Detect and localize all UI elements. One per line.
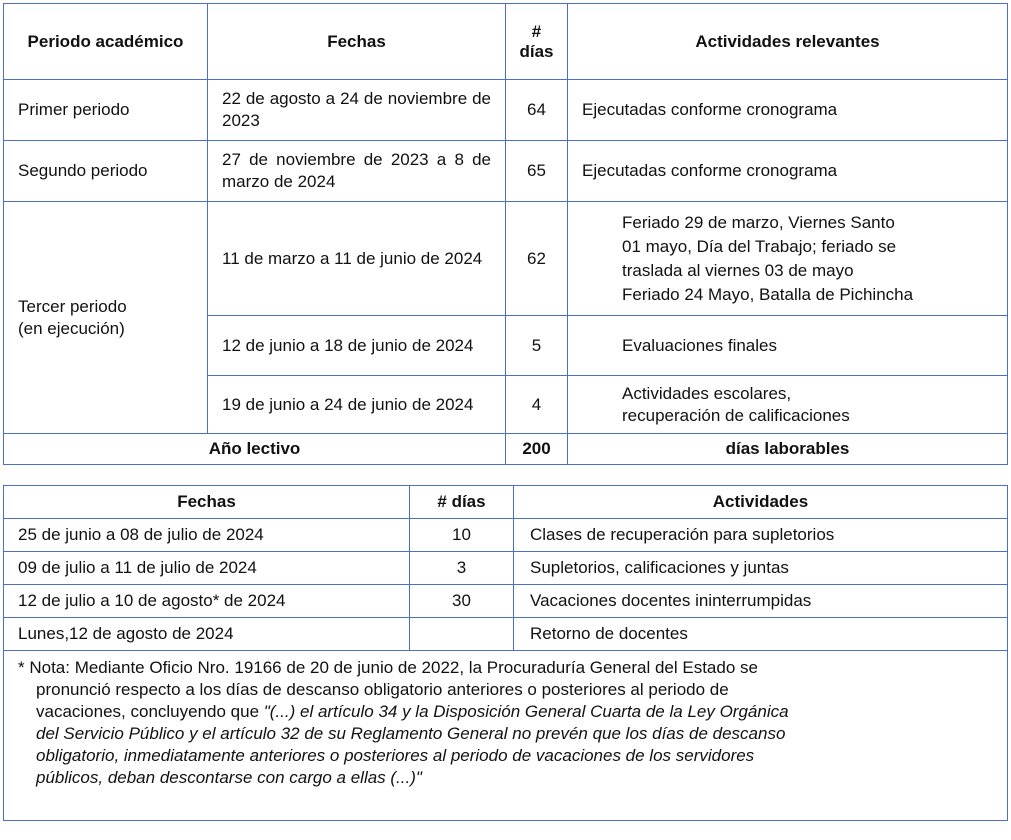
note-plain-text: vacaciones, concluyendo que <box>36 702 264 721</box>
actividades-text: Clases de recuperación para supletorios <box>530 525 835 544</box>
fechas-cell <box>4 519 410 552</box>
fechas-cell <box>208 141 506 202</box>
academic-periods-table <box>3 3 1008 465</box>
actividades-cell <box>568 376 1008 434</box>
fechas-text: 09 de julio a 11 de julio de 2024 <box>18 558 257 577</box>
dias-text: 4 <box>531 394 542 414</box>
header-actividades <box>514 486 1008 519</box>
note-line: públicos, deban descontarse con cargo a ellas (...)" <box>36 768 422 787</box>
table-row <box>4 80 1008 141</box>
fechas-cell <box>4 618 410 651</box>
total-row <box>4 434 1008 465</box>
fechas-cell <box>4 552 410 585</box>
fechas-cell <box>208 376 506 434</box>
fechas-text: 25 de junio a 08 de julio de 2024 <box>18 525 264 544</box>
fechas-text: 22 de agosto a 24 de noviembre de 2023 <box>222 89 491 130</box>
fechas-text: 12 de junio a 18 de junio de 2024 <box>222 335 474 355</box>
act-line: recuperación de calificaciones <box>622 405 850 425</box>
actividades-text: Supletorios, calificaciones y juntas <box>530 558 789 577</box>
fechas-text: 19 de junio a 24 de junio de 2024 <box>222 394 474 414</box>
total-dias: 200 <box>522 439 551 458</box>
dias-text: 62 <box>527 248 546 268</box>
actividades-text: Ejecutadas conforme cronograma <box>582 161 838 180</box>
actividades-cell <box>568 202 1008 316</box>
actividades-cell <box>514 618 1008 651</box>
periodo-cell <box>4 80 208 141</box>
periodo-text: Segundo periodo <box>18 161 148 180</box>
actividades-cell <box>568 141 1008 202</box>
dias-cell <box>410 618 514 651</box>
actividades-cell <box>514 585 1008 618</box>
header-actividades <box>568 4 1008 80</box>
header-fechas-text: Fechas <box>177 492 236 511</box>
dias-cell <box>506 141 568 202</box>
table-row <box>4 552 1008 585</box>
actividades-cell <box>514 519 1008 552</box>
dias-text: 64 <box>527 100 546 119</box>
dias-text: 3 <box>456 558 467 577</box>
act-line: Feriado 29 de marzo, Viernes Santo <box>622 212 895 232</box>
actividades-text: Retorno de docentes <box>530 624 688 643</box>
table-row <box>4 519 1008 552</box>
act-line: traslada al viernes 03 de mayo <box>622 260 854 280</box>
header-dias <box>506 4 568 80</box>
fechas-text: 12 de julio a 10 de agosto* de 2024 <box>18 591 286 610</box>
header-dias-hash: # <box>531 21 542 41</box>
note-line: pronunció respecto a los días de descanso obligatorio anteriores o posteriores al periodo de <box>36 680 729 699</box>
note-quote-text: "(...) el artículo 34 y la Disposición General Cuarta de la Ley Orgánica <box>263 702 789 721</box>
total-label-cell <box>4 434 506 465</box>
table-row <box>4 618 1008 651</box>
header-fechas <box>208 4 506 80</box>
act-line: Actividades escolares, <box>622 383 792 403</box>
fechas-cell <box>208 316 506 376</box>
note-line: del Servicio Público y el artículo 32 de su Reglamento General no prevén que los días de descanso <box>36 724 786 743</box>
actividades-text: Ejecutadas conforme cronograma <box>582 100 838 119</box>
note-row <box>4 651 1008 821</box>
dias-text: 30 <box>452 591 471 610</box>
periodo-line1: Tercer periodo <box>18 296 127 316</box>
dias-text: 5 <box>531 335 542 355</box>
header-dias-word: días <box>519 41 554 61</box>
dias-cell <box>506 202 568 316</box>
header-dias <box>410 486 514 519</box>
header-fechas-text: Fechas <box>327 31 386 51</box>
table-header-row <box>4 486 1008 519</box>
footnote <box>4 651 1007 819</box>
total-unit-cell <box>568 434 1008 465</box>
header-dias-text: # días <box>437 492 486 511</box>
total-label: Año lectivo <box>208 439 301 458</box>
header-periodo-text: Periodo académico <box>27 32 184 51</box>
actividades-cell <box>568 316 1008 376</box>
fechas-text: 11 de marzo a 11 de junio de 2024 <box>222 248 483 268</box>
header-fechas <box>4 486 410 519</box>
dias-cell <box>410 585 514 618</box>
fechas-text: Lunes,12 de agosto de 2024 <box>18 624 234 643</box>
dias-cell <box>506 316 568 376</box>
fechas-cell <box>4 585 410 618</box>
table-row <box>4 585 1008 618</box>
dias-text: 10 <box>452 525 471 544</box>
total-unit: días laborables <box>725 439 850 458</box>
actividades-cell <box>568 80 1008 141</box>
actividades-text: Vacaciones docentes ininterrumpidas <box>530 591 812 610</box>
header-actividades-text: Actividades relevantes <box>695 31 880 51</box>
periodo-cell <box>4 141 208 202</box>
dias-cell <box>410 552 514 585</box>
act-line: Evaluaciones finales <box>622 335 777 355</box>
fechas-cell <box>208 202 506 316</box>
vacation-schedule-table <box>3 485 1008 821</box>
act-line: 01 mayo, Día del Trabajo; feriado se <box>622 236 897 256</box>
fechas-cell <box>208 80 506 141</box>
dias-text: 65 <box>527 161 546 180</box>
periodo-cell-tercer <box>4 202 208 434</box>
note-line: obligatorio, inmediatamente anteriores o posteriores al periodo de vacaciones de los servidores <box>36 746 755 765</box>
dias-cell <box>506 80 568 141</box>
actividades-cell <box>514 552 1008 585</box>
note-cell <box>4 651 1008 821</box>
table-header-row <box>4 4 1008 80</box>
act-line: Feriado 24 Mayo, Batalla de Pichincha <box>622 284 914 304</box>
periodo-text: Primer periodo <box>18 100 130 119</box>
periodo-line2: (en ejecución) <box>18 318 125 338</box>
header-actividades-text: Actividades <box>712 492 809 511</box>
table-row <box>4 141 1008 202</box>
total-dias-cell <box>506 434 568 465</box>
table-row <box>4 202 1008 316</box>
note-line: * Nota: Mediante Oficio Nro. 19166 de 20 de junio de 2022, la Procuraduría General del Estado se <box>18 658 758 677</box>
header-periodo <box>4 4 208 80</box>
dias-cell <box>410 519 514 552</box>
fechas-text: 27 de noviembre de 2023 a 8 de marzo de 2024 <box>222 150 491 191</box>
note-line <box>18 701 993 723</box>
dias-cell <box>506 376 568 434</box>
